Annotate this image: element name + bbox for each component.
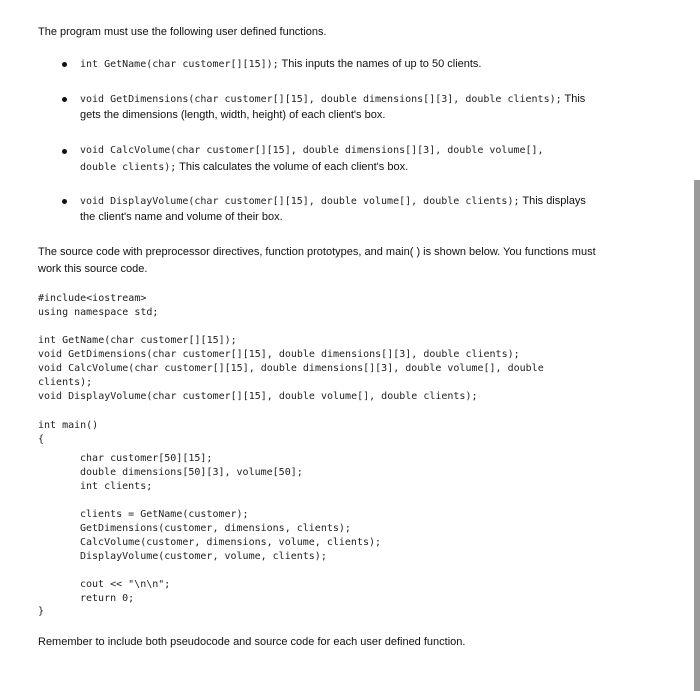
code-line: clients); bbox=[38, 377, 93, 388]
bullet-3-code-1: void CalcVolume(char customer[][15], double dimensions[][3], double volume[], bbox=[80, 145, 544, 156]
code-line: cout << "\n\n"; bbox=[80, 579, 171, 590]
source-intro-line-1: The source code with preprocessor directives, function prototypes, and main( ) is shown below. You functions must bbox=[38, 246, 596, 258]
code-line: clients = GetName(customer); bbox=[80, 509, 249, 520]
intro-text: The program must use the following user defined functions. bbox=[38, 26, 327, 38]
code-line: void GetDimensions(char customer[][15], double dimensions[][3], double clients); bbox=[38, 349, 520, 360]
bullet-dot bbox=[62, 97, 67, 102]
code-line: return 0; bbox=[80, 593, 135, 604]
code-line: DisplayVolume(customer, volume, clients); bbox=[80, 551, 327, 562]
bullet-1-desc: This inputs the names of up to 50 clients. bbox=[278, 58, 482, 70]
bullet-2-desc-2: gets the dimensions (length, width, height) of each client's box. bbox=[80, 109, 386, 121]
code-line: CalcVolume(customer, dimensions, volume, clients); bbox=[80, 537, 382, 548]
code-line: GetDimensions(customer, dimensions, clients); bbox=[80, 523, 351, 534]
bullet-4-desc-1: This displays bbox=[519, 195, 586, 207]
bullet-dot bbox=[62, 199, 67, 204]
bullet-4-line-1 bbox=[80, 193, 586, 210]
code-line: #include<iostream> bbox=[38, 293, 147, 304]
bullet-2-line-1 bbox=[80, 91, 585, 108]
code-line: void CalcVolume(char customer[][15], double dimensions[][3], double volume[], double bbox=[38, 363, 544, 374]
bullet-1 bbox=[80, 56, 482, 73]
bullet-3-line-2 bbox=[80, 159, 408, 176]
code-line: double dimensions[50][3], volume[50]; bbox=[80, 467, 303, 478]
code-line: int GetName(char customer[][15]); bbox=[38, 335, 237, 346]
code-line: } bbox=[38, 606, 45, 617]
bullet-2-code: void GetDimensions(char customer[][15], double dimensions[][3], double clients); bbox=[80, 94, 562, 105]
closing-text: Remember to include both pseudocode and source code for each user defined function. bbox=[38, 636, 466, 648]
bullet-dot bbox=[62, 62, 67, 67]
bullet-3-code-2: double clients); bbox=[80, 162, 177, 173]
bullet-dot bbox=[62, 149, 67, 154]
bullet-4-desc-2: the client's name and volume of their box. bbox=[80, 211, 283, 223]
code-line: using namespace std; bbox=[38, 307, 159, 318]
code-line: char customer[50][15]; bbox=[80, 453, 213, 464]
scrollbar[interactable] bbox=[694, 180, 700, 691]
code-line: void DisplayVolume(char customer[][15], double volume[], double clients); bbox=[38, 391, 478, 402]
bullet-2-desc-1: This bbox=[561, 93, 586, 105]
bullet-3-desc: This calculates the volume of each client's box. bbox=[176, 161, 409, 173]
bullet-1-code: int GetName(char customer[][15]); bbox=[80, 59, 279, 70]
bullet-4-code: void DisplayVolume(char customer[][15], double volume[], double clients); bbox=[80, 196, 520, 207]
code-line: int clients; bbox=[80, 481, 153, 492]
source-intro-line-2: work this source code. bbox=[38, 263, 148, 275]
code-line: int main() bbox=[38, 420, 99, 431]
code-line: { bbox=[38, 434, 45, 445]
